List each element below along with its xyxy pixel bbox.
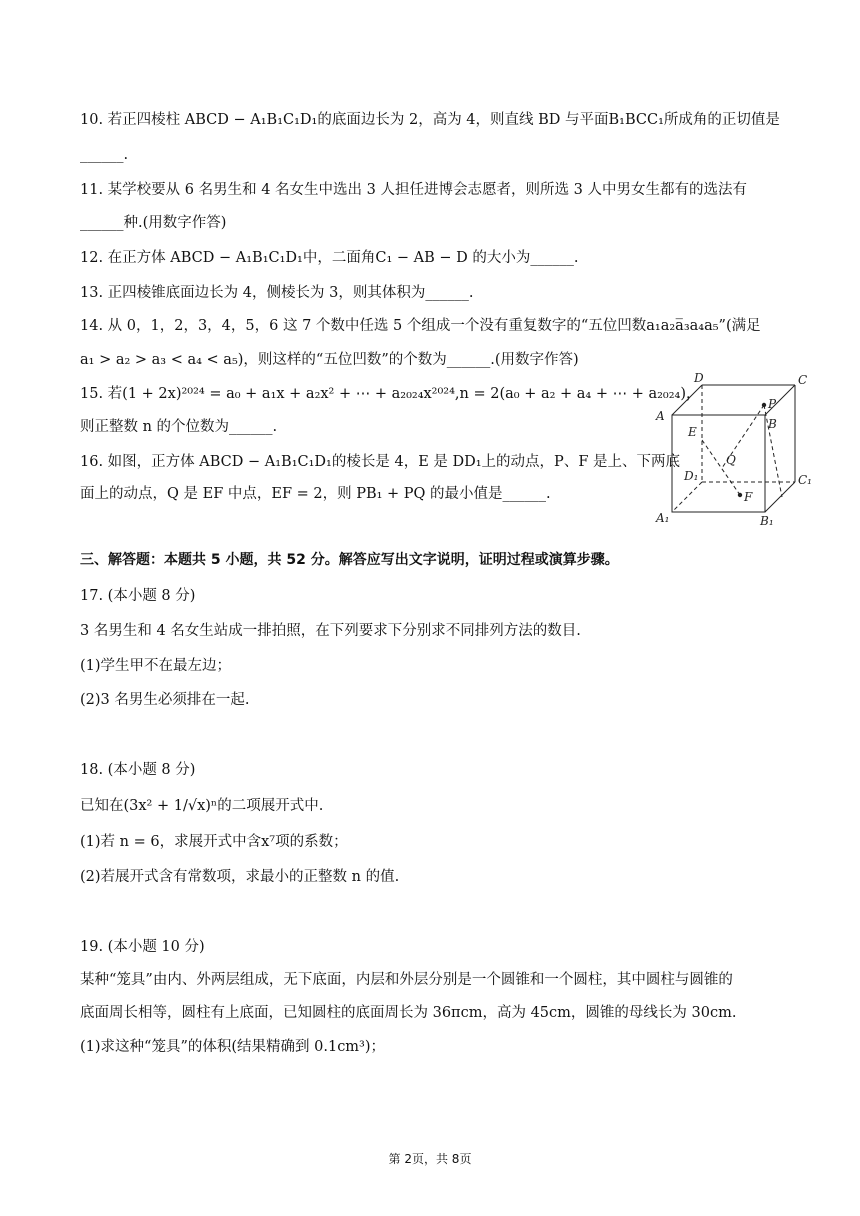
label-F: F <box>744 490 753 504</box>
label-B1: B₁ <box>760 514 774 528</box>
text-line-q14b: a₁ > a₂ > a₃ < a₄ < a₅)，则这样的“五位凹数”的个数为______.(用数字作答) <box>80 352 579 368</box>
label-D1: D₁ <box>684 469 699 483</box>
text-line-q17a: 3 名男生和 4 名女生站成一排拍照，在下列要求下分别求不同排列方法的数目. <box>80 623 581 639</box>
text-line-q11b: ______种.(用数字作答) <box>80 215 227 231</box>
label-E: E <box>688 425 697 439</box>
text-line-sec3: 三、解答题：本题共 5 小题，共 52 分。解答应写出文字说明，证明过程或演算步骤。 <box>80 552 619 568</box>
label-C1: C₁ <box>798 473 812 487</box>
text-line-q10a: 10. 若正四棱柱 ABCD − A₁B₁C₁D₁的底面边长为 2，高为 4，则直线 BD 与平面B₁BCC₁所成角的正切值是 <box>80 112 780 128</box>
text-line-q12: 12. 在正方体 ABCD − A₁B₁C₁D₁中，二面角C₁ − AB − D 的大小为______. <box>80 250 579 266</box>
text-line-q11a: 11. 某学校要从 6 名男生和 4 名女生中选出 3 人担任进博会志愿者，则所选 3 人中男女生都有的选法有 <box>80 182 747 198</box>
text-line-q18c: (2)若展开式含有常数项，求最小的正整数 n 的值. <box>80 869 400 885</box>
text-line-q13: 13. 正四棱锥底面边长为 4，侧棱长为 3，则其体积为______. <box>80 285 474 301</box>
label-D: D <box>694 371 704 385</box>
text-line-q16b: 面上的动点，Q 是 EF 中点，EF = 2，则 PB₁ + PQ 的最小值是______. <box>80 486 551 502</box>
text-line-q15a: 15. 若(1 + 2x)²⁰²⁴ = a₀ + a₁x + a₂x² + ⋯ + a₂₀₂₄x²⁰²⁴,n = 2(a₀ + a₂ + a₄ + ⋯ + a₂₀₂₄)， <box>80 386 701 402</box>
text-line-q19a: 某种“笼具”由内、外两层组成，无下底面，内层和外层分别是一个圆锥和一个圆柱，其中圆柱与圆锥的 <box>80 972 733 988</box>
text-line-q18b: (1)若 n = 6，求展开式中含x⁷项的系数； <box>80 834 348 850</box>
label-A: A <box>656 409 665 423</box>
label-A1: A₁ <box>656 511 670 525</box>
text-line-q18h: 18. (本小题 8 分) <box>80 762 196 778</box>
text-line-q15b: 则正整数 n 的个位数为______. <box>80 419 278 435</box>
text-line-q16a: 16. 如图，正方体 ABCD − A₁B₁C₁D₁的棱长是 4，E 是 DD₁上的动点，P、F 是上、下两底 <box>80 454 680 470</box>
label-C: C <box>798 373 808 387</box>
text-line-q14a: 14. 从 0，1，2，3，4，5，6 这 7 个数中任选 5 个组成一个没有重复数字的“五位凹数a₁a₂a̅₃a₄a₅”(满足 <box>80 318 761 334</box>
label-B: B <box>768 417 777 431</box>
label-P: P <box>768 397 777 411</box>
label-Q: Q <box>726 453 736 467</box>
text-line-q10b: ______. <box>80 147 129 163</box>
text-line-q17c: (2)3 名男生必须排在一起. <box>80 692 250 708</box>
text-line-q17b: (1)学生甲不在最左边； <box>80 658 232 674</box>
text-line-q19b: 底面周长相等，圆柱有上底面，已知圆柱的底面周长为 36πcm，高为 45cm，圆锥的母线长为 30cm. <box>80 1005 737 1021</box>
cube-figure <box>652 370 822 530</box>
page-footer: 第 2页，共 8页 <box>388 1152 472 1166</box>
text-line-q17h: 17. (本小题 8 分) <box>80 588 196 604</box>
text-line-q19c: (1)求这种“笼具”的体积(结果精确到 0.1cm³)； <box>80 1039 386 1055</box>
text-line-q19h: 19. (本小题 10 分) <box>80 939 205 955</box>
text-line-q18a: 已知在(3x² + 1/√x)ⁿ的二项展开式中. <box>80 798 324 814</box>
